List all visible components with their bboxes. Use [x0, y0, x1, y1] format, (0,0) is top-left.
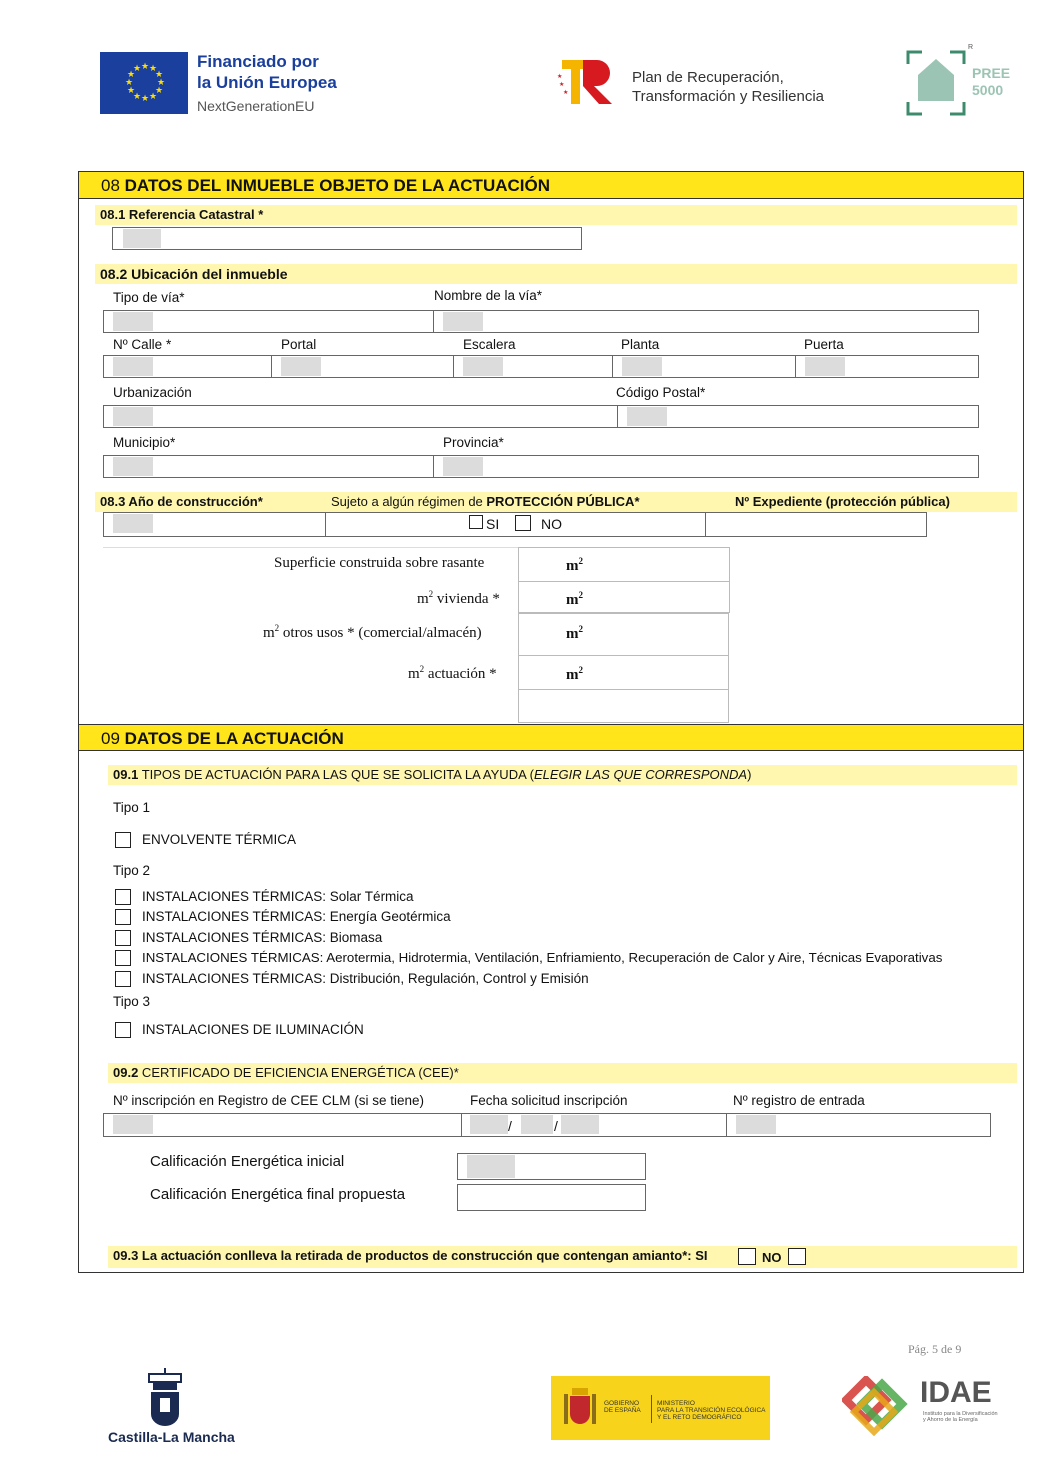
section-09-header: 09 DATOS DE LA ACTUACIÓN — [79, 724, 1023, 751]
numero-calle-input[interactable] — [103, 355, 272, 378]
portal-label: Portal — [281, 337, 317, 352]
prtr-title: Plan de Recuperación, Transformación y Resiliencia — [632, 69, 825, 105]
svg-text:★: ★ — [141, 62, 150, 72]
amianto-header: 09.3 La actuación conlleva la retirada de productos de construcción que contengan amianto*: SI — [108, 1246, 1017, 1268]
urbanizacion-input[interactable] — [103, 405, 618, 428]
proteccion-publica-label: Sujeto a algún régimen de PROTECCIÓN PÚBLICA* — [331, 494, 640, 509]
nombre-via-label: Nombre de la vía* — [434, 288, 543, 303]
n-inscripcion-label: Nº inscripción en Registro de CEE CLM (si se tiene) — [113, 1093, 425, 1108]
svg-text:★: ★ — [157, 78, 166, 88]
nombre-via-input[interactable] — [433, 310, 979, 333]
amianto-si-checkbox[interactable] — [738, 1248, 756, 1265]
svg-text:★: ★ — [155, 86, 164, 96]
codigo-postal-input[interactable] — [617, 405, 979, 428]
svg-text:★: ★ — [149, 64, 158, 74]
svg-text:★: ★ — [127, 70, 136, 80]
m2-actuacion-cell[interactable] — [518, 655, 729, 690]
superficie-rasante-label: Superficie construida sobre rasante — [274, 555, 485, 571]
fecha-solicitud-label: Fecha solicitud inscripción — [470, 1093, 628, 1108]
surface-empty-cell — [518, 689, 729, 723]
proteccion-si-checkbox[interactable] — [469, 515, 483, 529]
svg-text:★: ★ — [133, 64, 142, 74]
tipo-3-label: Tipo 3 — [113, 994, 151, 1009]
svg-text:★: ★ — [155, 70, 164, 80]
provincia-label: Provincia* — [443, 435, 504, 450]
unit-m2: $m^2$ — [566, 556, 583, 574]
idae-logo-icon — [842, 1376, 918, 1441]
tipo-1-label: Tipo 1 — [113, 800, 151, 815]
urbanizacion-label: Urbanización — [113, 385, 192, 400]
proteccion-si-label: SI — [486, 516, 500, 532]
calificacion-inicial-label: Calificación Energética inicial — [150, 1153, 345, 1170]
tipo-via-label: Tipo de vía* — [113, 290, 185, 305]
eu-funding-title: Financiado por la Unión Europea — [197, 52, 337, 92]
referencia-catastral-header: 08.1 Referencia Catastral * — [95, 205, 1017, 225]
pree-5000-label: PREE 5000 — [972, 65, 1011, 98]
spain-coat-of-arms-icon — [562, 1386, 598, 1435]
page-number: Pág. 5 de 9 — [908, 1342, 962, 1356]
codigo-postal-label: Código Postal* — [616, 385, 706, 400]
distribucion-label: INSTALACIONES TÉRMICAS: Distribución, Regulación, Control y Emisión — [142, 971, 589, 986]
pree-registered-mark: R — [968, 44, 974, 51]
geotermica-label: INSTALACIONES TÉRMICAS: Energía Geotérmica — [142, 909, 451, 924]
geotermica-checkbox[interactable] — [115, 909, 131, 925]
m2-otros-usos-cell[interactable] — [518, 613, 729, 656]
fecha-slash: / — [508, 1118, 512, 1134]
escalera-input[interactable] — [453, 355, 613, 378]
svg-text:★: ★ — [127, 86, 136, 96]
m2-otros-usos-label: $m^2$ otros usos * (comercial/almacén) — [263, 623, 482, 641]
numero-calle-label: Nº Calle * — [113, 337, 172, 352]
anio-construccion-input[interactable] — [103, 512, 326, 537]
superficie-rasante-cell[interactable] — [518, 547, 730, 582]
biomasa-checkbox[interactable] — [115, 930, 131, 946]
cee-header: 09.2 CERTIFICADO DE EFICIENCIA ENERGÉTICA (CEE)* — [108, 1063, 1017, 1083]
ministerio-text: MINISTERIO PARA LA TRANSICIÓN ECOLÓGICA Y EL RETO DEMOGRÁFICO — [657, 1400, 766, 1421]
distribucion-checkbox[interactable] — [115, 971, 131, 987]
aerotermia-label: INSTALACIONES TÉRMICAS: Aerotermia, Hidrotermia, Ventilación, Enfriamiento, Recuperación de Calor y Aire, Técnicas Evaporativas — [142, 950, 943, 965]
expediente-input[interactable] — [705, 512, 927, 537]
castilla-la-mancha-crest-icon — [145, 1368, 185, 1431]
iluminacion-label: INSTALACIONES DE ILUMINACIÓN — [142, 1022, 364, 1037]
fecha-slash: / — [554, 1118, 558, 1134]
municipio-input[interactable] — [103, 455, 434, 478]
svg-text:★: ★ — [559, 81, 565, 88]
amianto-no-checkbox[interactable] — [788, 1248, 806, 1265]
iluminacion-checkbox[interactable] — [115, 1022, 131, 1038]
eu-flag-logo — [100, 52, 188, 114]
n-registro-label: Nº registro de entrada — [733, 1093, 865, 1108]
svg-text:★: ★ — [125, 78, 134, 88]
envolvente-label: ENVOLVENTE TÉRMICA — [142, 832, 297, 847]
portal-input[interactable] — [271, 355, 454, 378]
svg-text:★: ★ — [149, 92, 158, 102]
tipo-via-input[interactable] — [103, 310, 434, 333]
unit-m2: $m^2$ — [566, 590, 583, 608]
referencia-catastral-input[interactable] — [112, 227, 582, 250]
planta-input[interactable] — [612, 355, 796, 378]
fecha-solicitud-input[interactable] — [461, 1113, 727, 1137]
calificacion-final-label: Calificación Energética final propuesta — [150, 1186, 406, 1203]
section-08-header: 08 DATOS DEL INMUEBLE OBJETO DE LA ACTUACIÓN — [79, 172, 1023, 199]
anio-construccion-label: 08.3 Año de construcción* — [100, 494, 263, 509]
unit-m2: $m^2$ — [566, 624, 583, 642]
surface-divider — [103, 547, 518, 548]
m2-vivienda-cell[interactable] — [518, 581, 730, 613]
tipo-2-label: Tipo 2 — [113, 863, 151, 878]
ubicacion-header: 08.2 Ubicación del inmueble — [95, 264, 1017, 284]
prtr-logo-icon — [557, 52, 619, 106]
pree-logo-icon — [905, 47, 967, 117]
municipio-label: Municipio* — [113, 435, 176, 450]
n-registro-input[interactable] — [726, 1113, 991, 1137]
provincia-input[interactable] — [433, 455, 979, 478]
biomasa-label: INSTALACIONES TÉRMICAS: Biomasa — [142, 930, 383, 945]
svg-text:★: ★ — [133, 92, 142, 102]
solar-termica-label: INSTALACIONES TÉRMICAS: Solar Térmica — [142, 889, 414, 904]
n-inscripcion-input[interactable] — [103, 1113, 462, 1137]
planta-label: Planta — [621, 337, 660, 352]
m2-vivienda-label: $m^2$ vivienda * — [417, 589, 500, 607]
gobierno-divider — [651, 1395, 652, 1423]
aerotermia-checkbox[interactable] — [115, 950, 131, 966]
envolvente-checkbox[interactable] — [115, 832, 131, 848]
puerta-label: Puerta — [804, 337, 844, 352]
idae-label: IDAE — [920, 1376, 992, 1409]
unit-m2: $m^2$ — [566, 665, 583, 683]
gobierno-espana-text: GOBIERNO DE ESPAÑA — [604, 1400, 641, 1414]
svg-text:★: ★ — [141, 94, 150, 104]
solar-termica-checkbox[interactable] — [115, 889, 131, 905]
svg-text:★: ★ — [557, 73, 563, 80]
proteccion-no-label: NO — [541, 516, 562, 532]
amianto-no-label: NO — [762, 1250, 782, 1265]
tipos-actuacion-header: 09.1 TIPOS DE ACTUACIÓN PARA LAS QUE SE SOLICITA LA AYUDA (ELEGIR LAS QUE CORRESPONDA) — [108, 765, 1017, 785]
escalera-label: Escalera — [463, 337, 516, 352]
proteccion-no-checkbox[interactable] — [515, 515, 531, 531]
calificacion-final-input[interactable] — [457, 1184, 646, 1211]
svg-text:★: ★ — [563, 89, 569, 96]
expediente-label: Nº Expediente (protección pública) — [735, 494, 950, 509]
next-generation-eu-label: NextGenerationEU — [197, 98, 315, 114]
puerta-input[interactable] — [795, 355, 979, 378]
calificacion-inicial-input[interactable] — [457, 1153, 646, 1180]
castilla-la-mancha-label: Castilla-La Mancha — [108, 1429, 235, 1445]
m2-actuacion-label: $m^2$ actuación * — [408, 664, 497, 682]
idae-subtitle: Instituto para la Diversificación y Ahorro de la Energía — [923, 1411, 998, 1423]
